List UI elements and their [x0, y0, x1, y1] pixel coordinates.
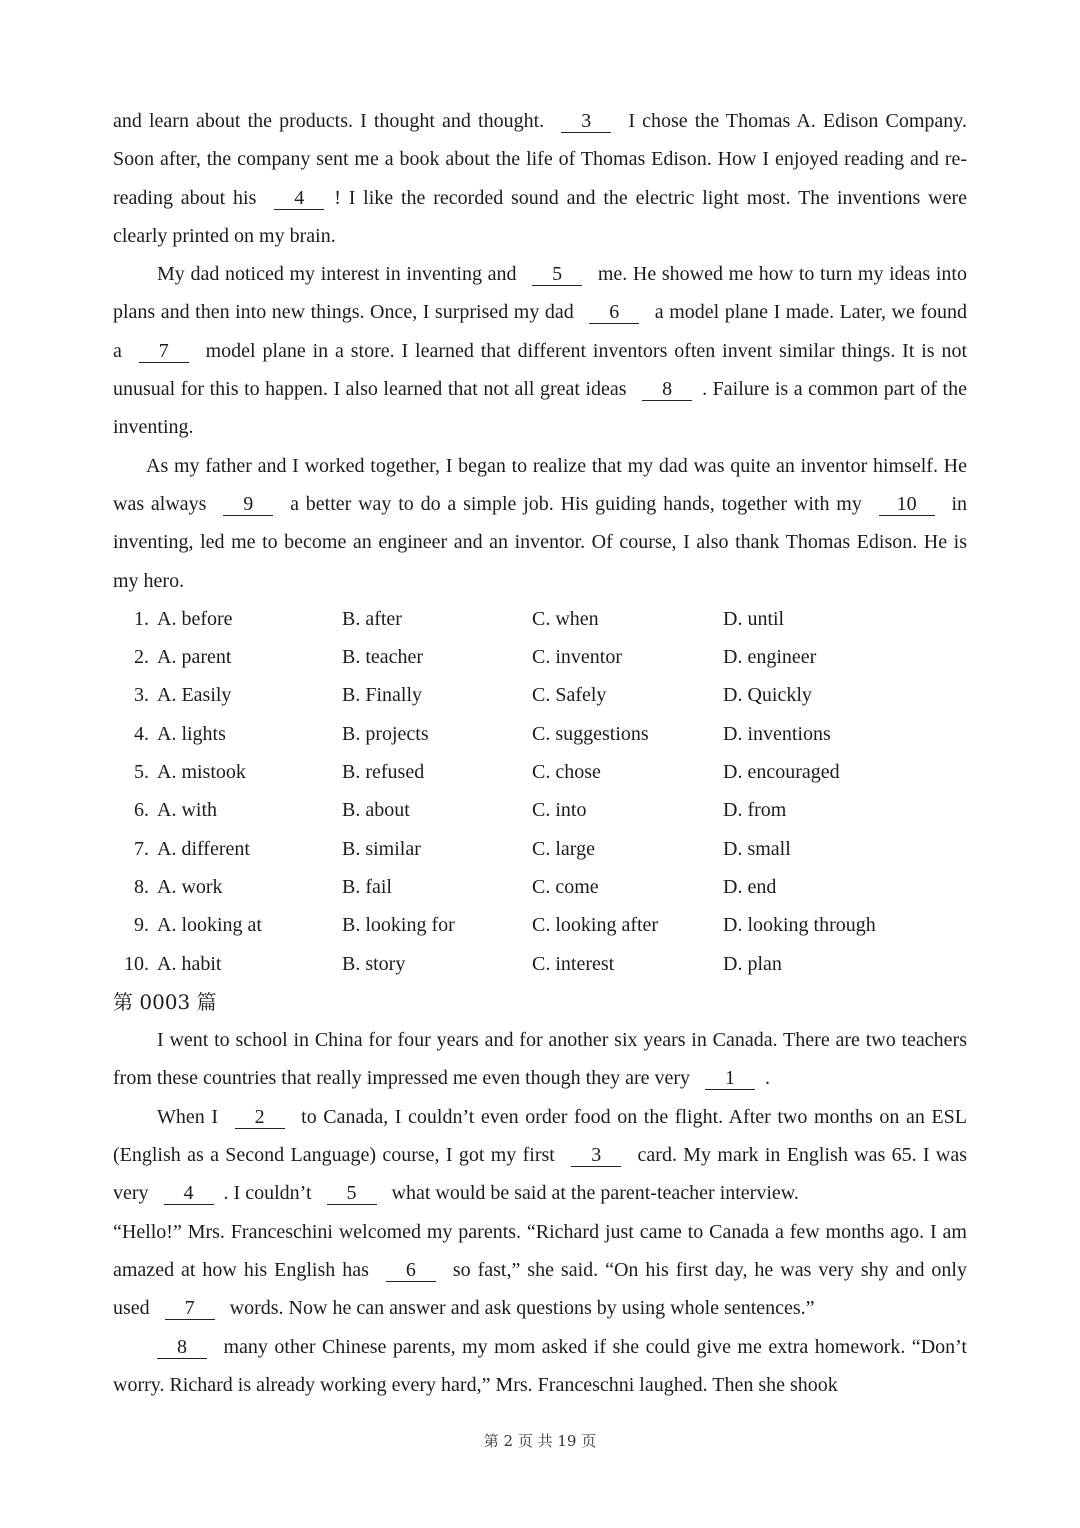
option-b[interactable]: B. story — [342, 952, 406, 975]
question-number: 7. — [134, 837, 149, 860]
option-a[interactable]: A. with — [157, 799, 217, 822]
option-row — [113, 791, 967, 829]
answer-blank[interactable]: 8 — [642, 378, 692, 401]
question-number: 10. — [124, 952, 149, 975]
option-c[interactable]: C. chose — [532, 761, 601, 784]
option-row — [113, 906, 967, 944]
paragraph-text: . I couldn’t — [223, 1182, 317, 1205]
paragraph-text: to Canada, I couldn’t even order food on the flight. After two months on an ESL (English as a Second Language) course, I got my first — [113, 1105, 967, 1167]
question-number: 9. — [134, 914, 149, 937]
option-d[interactable]: D. inventions — [723, 722, 831, 745]
passage1-paragraph-2 — [113, 255, 967, 446]
option-a[interactable]: A. looking at — [157, 914, 262, 937]
answer-blank[interactable]: 9 — [223, 493, 273, 516]
passage1-paragraph-1 — [113, 102, 967, 255]
answer-blank[interactable]: 6 — [589, 301, 639, 324]
answer-blank[interactable]: 3 — [561, 110, 611, 133]
option-a[interactable]: A. parent — [157, 646, 232, 669]
answer-blank[interactable]: 5 — [532, 263, 582, 286]
section-title: 第 0003 篇 — [113, 989, 217, 1014]
paragraph-text: in inventing, led me to become an engineer and an inventor. Of course, I also thank Thomas Edison. He is my hero. — [113, 492, 968, 592]
question-number: 2. — [134, 646, 149, 669]
option-row — [113, 945, 967, 983]
option-c[interactable]: C. inventor — [532, 646, 622, 669]
paragraph-text: I went to school in China for four years and for another six years in Canada. There are two teachers from these countries that really impressed me even though they are very — [113, 1029, 967, 1090]
option-row — [113, 715, 967, 753]
answer-options — [113, 600, 967, 983]
option-d[interactable]: D. end — [723, 875, 777, 898]
option-d[interactable]: D. encouraged — [723, 761, 840, 784]
passage2-paragraph-4 — [113, 1328, 967, 1405]
answer-blank[interactable]: 4 — [164, 1182, 214, 1205]
paragraph-text: model plane in a store. I learned that different inventors often invent similar things. It is not unusual for this to happen. I also learned that not all great ideas — [113, 339, 967, 401]
answer-blank[interactable]: 6 — [386, 1259, 436, 1282]
option-c[interactable]: C. suggestions — [532, 722, 649, 745]
paragraph-text: many other Chinese parents, my mom asked if she could give me extra homework. “Don’t worry. Richard is already working every hard,” Mrs. Franceschni laughed. Then she shook — [113, 1335, 967, 1396]
paragraph-text: When I — [157, 1105, 225, 1128]
option-d[interactable]: D. small — [723, 837, 791, 860]
option-d[interactable]: D. engineer — [723, 646, 817, 669]
option-b[interactable]: B. teacher — [342, 646, 424, 669]
option-row — [113, 676, 967, 714]
option-d[interactable]: D. looking through — [723, 914, 876, 937]
option-d[interactable]: D. until — [723, 607, 785, 630]
option-b[interactable]: B. similar — [342, 837, 421, 860]
option-a[interactable]: A. mistook — [157, 761, 246, 784]
option-b[interactable]: B. looking for — [342, 914, 455, 937]
option-b[interactable]: B. about — [342, 799, 410, 822]
option-row — [113, 868, 967, 906]
paragraph-text: ! I like the recorded sound and the electric light most. The inventions were clearly printed on my brain. — [113, 186, 967, 247]
option-row — [113, 830, 967, 868]
paragraph-text: so fast,” she said. “On his first day, he was very shy and only used — [113, 1258, 967, 1320]
option-a[interactable]: A. habit — [157, 952, 222, 975]
option-a[interactable]: A. before — [157, 607, 233, 630]
option-b[interactable]: B. Finally — [342, 684, 423, 707]
paragraph-text: words. Now he can answer and ask questions by using whole sentences.” — [224, 1297, 815, 1320]
paragraph-text: card. My mark in English was 65. I was very — [113, 1144, 968, 1205]
question-number: 8. — [134, 875, 149, 898]
option-a[interactable]: A. work — [157, 875, 223, 898]
answer-blank[interactable]: 10 — [879, 493, 935, 516]
question-number: 4. — [134, 722, 149, 745]
paragraph-text: me. He showed me how to turn my ideas into plans and then into new things. Once, I surprised my dad — [113, 263, 967, 324]
option-c[interactable]: C. Safely — [532, 684, 607, 707]
answer-blank[interactable]: 3 — [571, 1144, 621, 1167]
option-a[interactable]: A. Easily — [157, 684, 232, 707]
option-b[interactable]: B. fail — [342, 875, 392, 898]
passage2-paragraph-2 — [113, 1098, 967, 1213]
answer-blank[interactable]: 5 — [327, 1182, 377, 1205]
answer-blank[interactable]: 4 — [274, 187, 324, 210]
option-row — [113, 600, 967, 638]
question-number: 1. — [134, 607, 149, 630]
option-c[interactable]: C. come — [532, 875, 599, 898]
answer-blank[interactable]: 1 — [705, 1067, 755, 1090]
paragraph-text: a model plane I made. Later, we found a — [113, 301, 968, 362]
answer-blank[interactable]: 8 — [157, 1336, 207, 1359]
paragraph-text: My dad noticed my interest in inventing and — [157, 263, 523, 286]
option-c[interactable]: C. interest — [532, 952, 615, 975]
option-b[interactable]: B. after — [342, 607, 402, 630]
answer-blank[interactable]: 2 — [235, 1106, 285, 1129]
paragraph-text: a better way to do a simple job. His guiding hands, together with my — [283, 492, 869, 515]
paragraph-text: As my father and I worked together, I began to realize that my dad was quite an inventor himself. He was always — [113, 454, 967, 515]
answer-blank[interactable]: 7 — [165, 1297, 215, 1320]
paragraph-text: . — [765, 1067, 771, 1090]
option-b[interactable]: B. projects — [342, 722, 429, 745]
question-number: 5. — [134, 761, 149, 784]
option-a[interactable]: A. lights — [157, 722, 226, 745]
option-c[interactable]: C. into — [532, 799, 587, 822]
paragraph-text: what would be said at the parent-teacher interview. — [386, 1182, 799, 1205]
passage2-paragraph-1 — [113, 1021, 967, 1098]
option-c[interactable]: C. when — [532, 607, 599, 630]
document-page — [113, 102, 967, 1404]
option-a[interactable]: A. different — [157, 837, 250, 860]
option-d[interactable]: D. from — [723, 799, 787, 822]
question-number: 3. — [134, 684, 149, 707]
paragraph-text: and learn about the products. I thought and thought. — [113, 110, 552, 132]
option-row — [113, 753, 967, 791]
passage1-paragraph-3 — [113, 447, 967, 600]
option-row — [113, 638, 967, 676]
option-c[interactable]: C. looking after — [532, 914, 659, 937]
paragraph-text: . Failure is a common part of the inventing. — [113, 378, 967, 439]
option-b[interactable]: B. refused — [342, 761, 425, 784]
answer-blank[interactable]: 7 — [139, 340, 189, 363]
option-d[interactable]: D. Quickly — [723, 684, 812, 707]
option-c[interactable]: C. large — [532, 837, 595, 860]
option-d[interactable]: D. plan — [723, 952, 782, 975]
passage2-paragraph-3 — [113, 1213, 967, 1328]
page-footer: 第 2 页 共 19 页 — [483, 1432, 597, 1450]
question-number: 6. — [134, 799, 149, 822]
paragraph-text: I chose the Thomas A. Edison Company. Soon after, the company sent me a book about the life of Thomas Edison. How I enjoyed reading and re-reading about his — [113, 110, 967, 209]
paragraph-text: “Hello!” Mrs. Franceschini welcomed my parents. “Richard just came to Canada a few months ago. I am amazed at how his English has — [113, 1220, 967, 1281]
